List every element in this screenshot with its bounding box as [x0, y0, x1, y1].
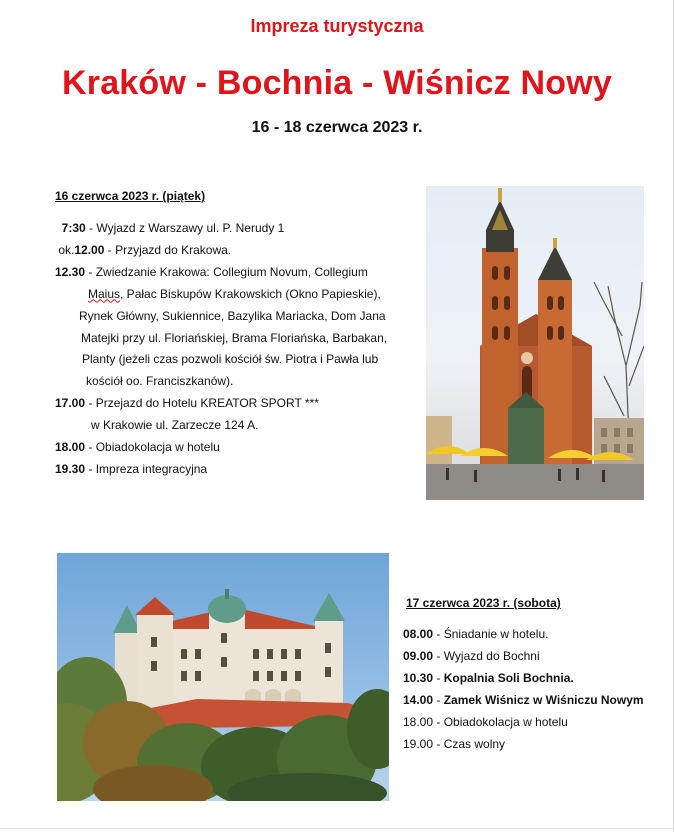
item-time: 18.00 — [403, 714, 434, 729]
day2-schedule — [403, 624, 644, 755]
day1-heading: 16 czerwca 2023 r. (piątek) — [55, 189, 206, 203]
basilica-photo — [426, 186, 644, 500]
day1-schedule — [55, 218, 387, 481]
item-time: 10.30 — [403, 670, 434, 685]
market-square — [426, 464, 644, 500]
schedule-item: 19.30 - Impreza integracyjna — [55, 461, 208, 476]
item-text: Przyjazd do Krakowa. — [115, 242, 232, 257]
item-time: 18.00 — [55, 440, 86, 455]
schedule-item: 10.30 - Kopalnia Soli Bochnia. — [403, 670, 574, 685]
item-text: Kopalnia Soli Bochnia. — [443, 670, 574, 685]
right-building — [594, 418, 644, 468]
schedule-item-continued: Matejki przy ul. Floriańskiej, Brama Floriańska, Barbakan, — [81, 330, 388, 345]
schedule-item: 08.00 - Śniadanie w hotelu. — [403, 627, 549, 641]
item-text: Zwiedzanie Krakowa: Collegium Novum, Collegium — [95, 264, 368, 279]
basilica-illustration — [426, 186, 644, 500]
item-time: 12.30 — [55, 264, 86, 279]
schedule-item: 19.00 - Czas wolny — [403, 736, 506, 751]
event-type-label: Impreza turystyczna — [250, 16, 424, 36]
item-time: 7:30 — [61, 221, 86, 235]
item-time: 19.30 — [55, 461, 86, 476]
schedule-item: 09.00 - Wyjazd do Bochni — [403, 648, 540, 663]
item-text: Przejazd do Hotelu KREATOR SPORT *** — [95, 396, 319, 411]
event-dates: 16 - 18 czerwca 2023 r. — [251, 119, 423, 136]
item-text: Wyjazd z Warszawy ul. P. Nerudy 1 — [96, 221, 285, 235]
item-text: Czas wolny — [443, 736, 506, 751]
item-time: 19.00 — [403, 736, 434, 751]
schedule-item: 18.00 - Obiadokolacja w hotelu — [403, 714, 568, 729]
item-time: 17.00 — [55, 396, 86, 411]
item-time: 14.00 — [403, 692, 434, 707]
item-text: Impreza integracyjna — [95, 461, 208, 476]
item-time: 09.00 — [403, 648, 434, 663]
spellcheck-word: Maius — [88, 286, 121, 301]
schedule-item: ok.12.00 - Przyjazd do Krakowa. — [58, 242, 232, 257]
item-text: Śniadanie w hotelu. — [443, 627, 549, 641]
item-text: Obiadokolacja w hotelu — [95, 440, 220, 455]
schedule-item: 14.00 - Zamek Wiśnicz w Wiśniczu Nowym — [403, 692, 644, 707]
day2-heading: 17 czerwca 2023 r. (sobota) — [406, 596, 561, 610]
item-text: Wyjazd do Bochni — [443, 648, 540, 663]
page-title: Kraków - Bochnia - Wiśnicz Nowy — [62, 64, 612, 102]
item-text: Obiadokolacja w hotelu — [443, 714, 568, 729]
item-text: Zamek Wiśnicz w Wiśniczu Nowym — [443, 692, 644, 707]
schedule-item: 18.00 - Obiadokolacja w hotelu — [55, 440, 220, 455]
schedule-item: 7:30 - Wyjazd z Warszawy ul. P. Nerudy 1 — [61, 221, 285, 235]
castle-illustration — [57, 553, 389, 801]
schedule-item: 12.30 - Zwiedzanie Krakowa: Collegium Novum, Collegium — [55, 264, 368, 279]
castle-photo — [57, 553, 389, 801]
schedule-item-continued: kościół oo. Franciszkanów). — [86, 374, 234, 389]
schedule-item-continued: Planty (jeżeli czas pozwoli kościół św. Piotra i Pawła lub — [82, 352, 379, 367]
item-time: 12.00 — [74, 242, 105, 257]
page-bottom-edge — [0, 828, 674, 829]
schedule-item: 17.00 - Przejazd do Hotelu KREATOR SPORT *** — [55, 396, 319, 411]
schedule-item-continued: Maius, Pałac Biskupów Krakowskich (Okno Papieskie), — [88, 286, 381, 301]
item-time: 08.00 — [403, 627, 434, 641]
schedule-item-continued: Rynek Główny, Sukiennice, Bazylika Mariacka, Dom Jana — [79, 308, 386, 323]
schedule-item-continued: w Krakowie ul. Zarzecze 124 A. — [91, 418, 259, 433]
church-porch — [508, 408, 544, 464]
